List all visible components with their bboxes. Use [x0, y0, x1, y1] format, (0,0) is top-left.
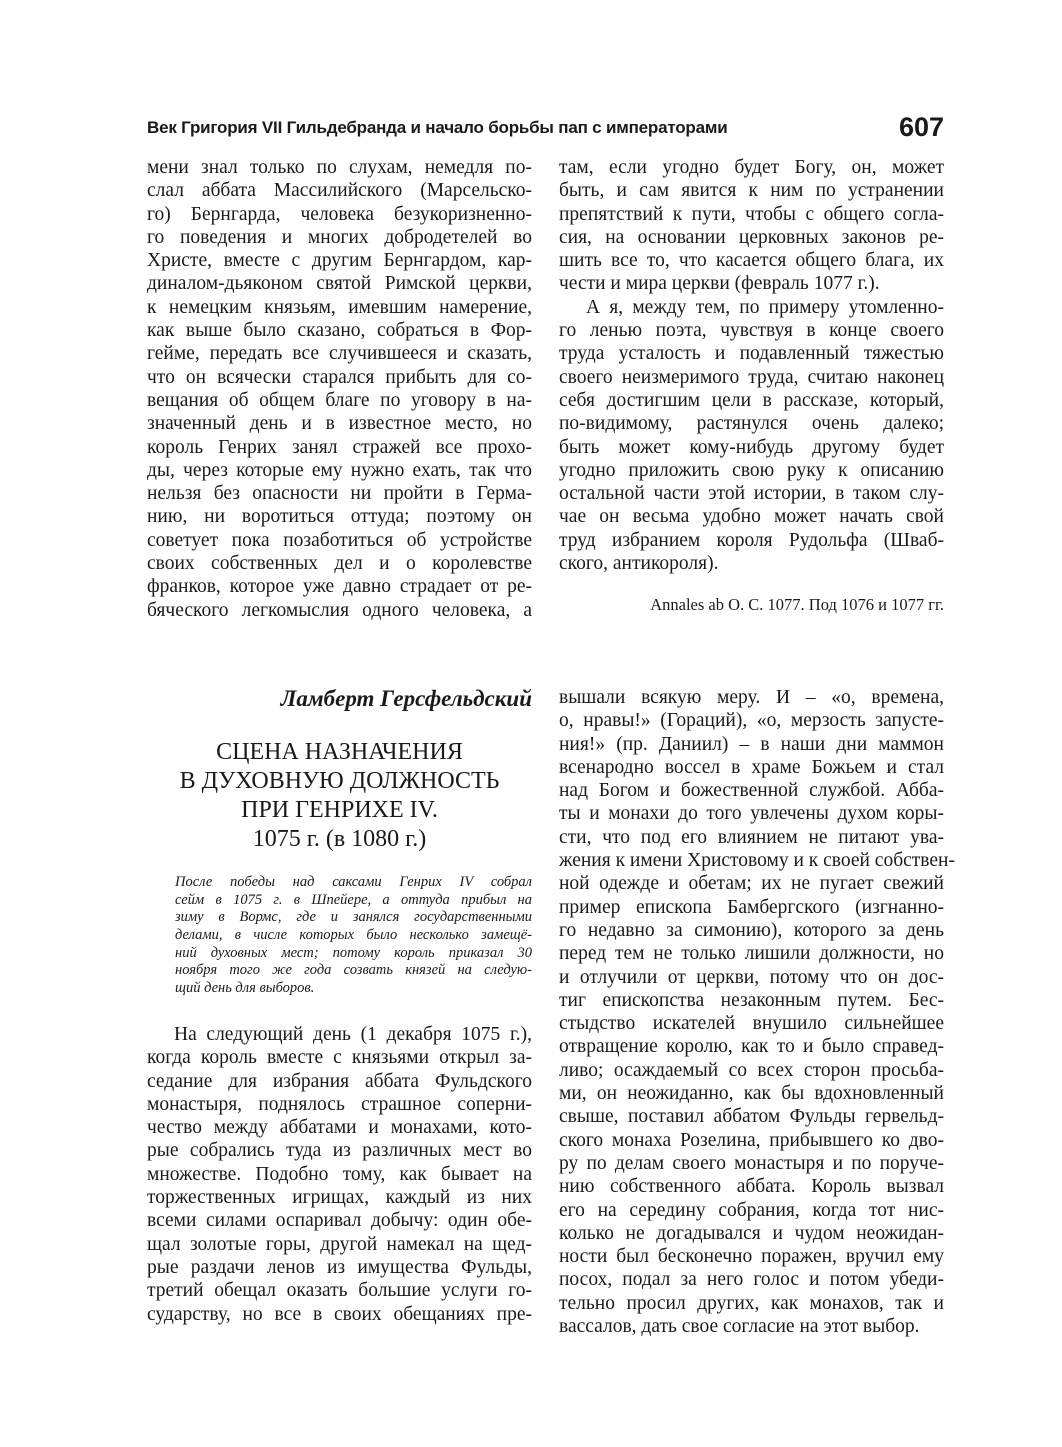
text-line: по-видимому, растянулся очень далеко; [559, 413, 944, 435]
text-line: щал золотые горы, другой намекал на щед- [147, 1233, 532, 1255]
text-line: множестве. Подобно тому, как бывает на [147, 1163, 532, 1185]
text-line: ты и монахи до того увлечены духом коры- [559, 803, 944, 825]
text-line: вещания об общем благе по уговору в на- [147, 389, 532, 411]
text-line: жения к имени Христовому и к своей собствен- [559, 850, 955, 872]
intro-line: ноября того же года созвать князей на следую- [175, 962, 532, 979]
text-line: препятствий к пути, чтобы с общего согла- [559, 203, 944, 225]
text-line: вышали всякую меру. И – «о, времена, [559, 687, 944, 708]
top-right-column [559, 156, 944, 575]
text-line: ния!» (пр. Даниил) – в наши дни маммон [559, 733, 944, 755]
text-line: слал аббата Массилийского (Марсельско- [147, 180, 532, 202]
text-line: тиг епископства незаконным путем. Бес- [559, 989, 944, 1011]
text-line: к немецким князьям, имевшим намерение, [147, 296, 532, 318]
text-line: там, если угодно будет Богу, он, может [559, 157, 944, 178]
text-line: свыше, поставил аббатом Фульды гервельд- [559, 1106, 944, 1128]
source-citation: Annales ab O. C. 1077. Под 1076 и 1077 гг. [650, 595, 944, 614]
heading-line: СЦЕНА НАЗНАЧЕНИЯ [216, 739, 463, 765]
text-line: значенный день и в известное место, но [147, 413, 532, 435]
text-line: ливо; осаждаемый со всех сторон просьба- [559, 1059, 944, 1081]
text-line: труд избранием короля Рудольфа (Шваб- [559, 529, 944, 551]
text-line: посох, подал за него голос и потом убеди- [559, 1269, 944, 1291]
text-line: тельно просил других, как монахов, так и [559, 1292, 944, 1314]
text-line: советует пока позаботиться об устройстве [147, 529, 532, 551]
text-line: нельзя без опасности ни пройти в Герма- [147, 483, 532, 505]
intro-line: ний духовных мест; потому король приказал 30 [175, 944, 532, 961]
top-left-column [147, 156, 532, 622]
text-line: быть, и сам явится к ним по устранении [559, 180, 944, 202]
bottom-left-column [147, 1023, 532, 1326]
text-line: шить все то, что касается общего блага, их [559, 250, 944, 272]
text-line: нию, ни воротиться оттуда; поэтому он [147, 506, 532, 528]
text-line: сударству, но все в своих обещаниях пре- [147, 1303, 532, 1325]
text-line: ной одежде и обетам; их не пугает свежий [559, 873, 944, 895]
text-line: На следующий день (1 декабря 1075 г.), [174, 1024, 532, 1045]
text-line: колько не догадывался и чудом неожидан- [559, 1222, 944, 1244]
heading-line: ПРИ ГЕНРИХЕ IV. [241, 797, 438, 823]
intro-paragraph [175, 874, 532, 998]
text-line: всеми силами оспаривал добычу: один обе- [147, 1210, 532, 1232]
text-line: труда усталость и подавленный тяжестью [559, 343, 944, 365]
text-line: ности был бесконечно поражен, вручил ему [559, 1246, 944, 1268]
text-line: ми, он неожиданно, как бы вдохновленный [559, 1083, 944, 1105]
text-line: его на середину собрания, когда тот нис- [559, 1199, 944, 1221]
text-line: диналом-дьяконом святой Римской церкви, [147, 273, 532, 295]
text-line: бяческого легкомыслия одного человека, а [147, 599, 532, 621]
text-line: го поведения и многих добродетелей во [147, 226, 532, 248]
heading-line: 1075 г. (в 1080 г.) [252, 826, 427, 852]
heading-line: В ДУХОВНУЮ ДОЛЖНОСТЬ [179, 768, 500, 794]
text-line: остальной части этой истории, в таком слу- [559, 483, 944, 505]
bottom-right-column [559, 686, 955, 1338]
intro-line: щий день для выборов. [175, 980, 315, 997]
text-line: угодно приложить свою руку к описанию [559, 459, 944, 481]
text-line: сия, на основании церковных законов ре- [559, 226, 944, 248]
text-line: чае он весьма удобно может начать свой [559, 506, 944, 528]
intro-line: сейм в 1075 г. в Шпейере, а оттуда прибыл на [175, 891, 532, 908]
running-header-title: Век Григория VII Гильдебранда и начало борьбы пап с императорами [147, 118, 728, 137]
text-line: гейме, передать все случившееся и сказать, [147, 343, 532, 365]
text-line: седание для избрания аббата Фульдского [147, 1070, 532, 1092]
text-line: король Генрих занял стражей все прохо- [147, 436, 532, 458]
text-line: го) Бернгарда, человека безукоризненно- [147, 203, 532, 225]
text-line: ру по делам своего монастыря и по поруче- [559, 1152, 944, 1174]
text-line: себя достигшим цели в рассказе, который, [559, 389, 944, 411]
text-line: франков, которое уже давно страдает от ре- [147, 576, 532, 598]
text-line: рые раздачи ленов из имущества Фульды, [147, 1256, 532, 1278]
text-line: нию собственного аббата. Король вызвал [559, 1176, 944, 1198]
text-line: чество между аббатами и монахами, кото- [147, 1117, 532, 1139]
text-line: быть может кому-нибудь другому будет [559, 436, 944, 458]
text-line: как выше было сказано, собраться в Фор- [147, 320, 532, 342]
text-line: что он всячески старался прибыть для со- [147, 366, 532, 388]
text-line: монастыря, поднялось страшное соперни- [147, 1093, 532, 1115]
text-line: ского, антикороля). [559, 553, 719, 575]
text-line: своего неизмеримого труда, считаю наконец [559, 366, 944, 388]
text-line: перед тем не только лишили должности, но [559, 943, 944, 965]
text-line: третий обещал оказать большие услуги го- [147, 1280, 532, 1302]
text-line: сти, что под его влиянием не питают ува- [559, 826, 944, 848]
section-heading [147, 738, 532, 854]
text-line: ды, через которые ему нужно ехать, так что [147, 459, 532, 481]
text-line: своих собственных дел и о королевстве [147, 553, 532, 575]
text-line: Христе, вместе с другим Бернгардом, кар- [147, 250, 532, 272]
intro-line: После победы над саксами Генрих IV собрал [175, 874, 532, 890]
intro-line: зиму в Вормс, где и занялся государственными [175, 909, 532, 926]
text-line: мени знал только по слухам, немедля по- [147, 157, 532, 178]
text-line: всенародно воссел в храме Божьем и стал [559, 756, 944, 778]
text-line: ского монаха Розелина, прибывшего ко дво- [559, 1129, 944, 1151]
page-number: 607 [898, 112, 944, 142]
text-line: чести и мира церкви (февраль 1077 г.). [559, 273, 880, 295]
text-line: когда король вместе с князьями открыл за- [147, 1047, 532, 1069]
text-line: над Богом и божественной службой. Абба- [559, 780, 944, 802]
text-line: и отлучили от церкви, потому что он дос- [559, 966, 944, 988]
text-line: о, нравы!» (Гораций), «о, мерзость запусте- [559, 710, 944, 732]
intro-line: делами, в числе которых было несколько замещё- [175, 927, 532, 944]
text-line: рые собрались туда из различных мест во [147, 1140, 532, 1162]
text-line: стыдство искателей внушило сильнейшее [559, 1013, 944, 1035]
text-line: го недавно за симонию), которого за день [559, 919, 944, 941]
text-line: вассалов, дать свое согласие на этот выбор. [559, 1316, 920, 1338]
author-name: Ламберт Герсфельдский [280, 686, 532, 711]
text-line: го ленью поэта, чувствуя в конце своего [559, 320, 944, 342]
text-line: торжественных игрищах, каждый из них [147, 1187, 532, 1209]
text-line: А я, между тем, по примеру утомленно- [586, 296, 944, 318]
text-line: пример епископа Бамбергского (изгнанно- [559, 896, 944, 918]
text-line: отвращение королю, как то и было справед- [559, 1036, 944, 1058]
